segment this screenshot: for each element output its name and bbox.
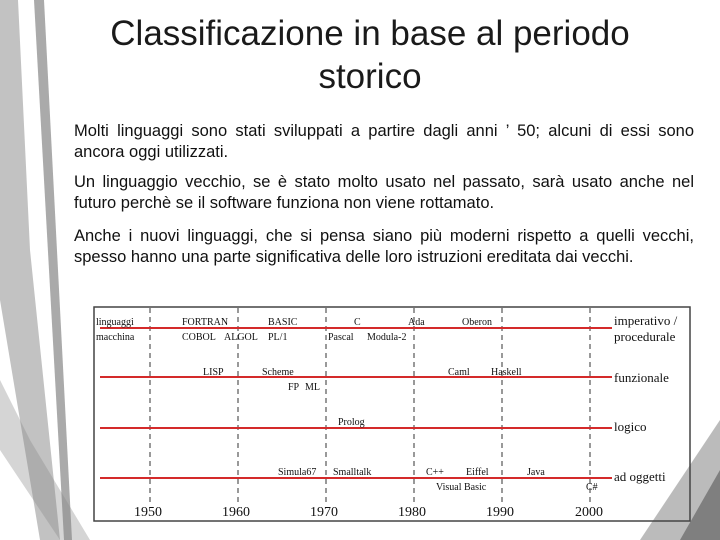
language-label: Smalltalk [333, 467, 372, 478]
category-label-imperativo-2: procedurale [614, 329, 676, 344]
language-label: Modula-2 [367, 332, 407, 343]
category-label: funzionale [614, 370, 669, 385]
language-label-machine-2: macchina [96, 332, 135, 343]
language-label: C [354, 317, 361, 328]
year-label: 2000 [575, 505, 603, 520]
year-label: 1950 [134, 505, 162, 520]
category-label: ad oggetti [614, 469, 666, 484]
language-label: Ada [408, 317, 425, 328]
category-label: logico [614, 419, 647, 434]
category-label-imperativo-1: imperativo / [614, 313, 678, 328]
paragraph: Un linguaggio vecchio, se è stato molto usato nel passato, sarà usato anche nel futuro perchè se il software funziona non viene rottamato. [74, 173, 694, 212]
language-label: BASIC [268, 317, 298, 328]
slide-title: Classificazione in base al periodo storico [110, 14, 630, 96]
language-label: LISP [203, 367, 224, 378]
language-label-machine-1: linguaggi [96, 317, 134, 328]
language-label: Haskell [491, 367, 522, 378]
language-label: Java [527, 467, 545, 478]
language-label: Scheme [262, 367, 294, 378]
language-label: Caml [448, 367, 470, 378]
language-label: FORTRAN [182, 317, 229, 328]
year-label: 1990 [486, 505, 514, 520]
language-label: C# [586, 482, 598, 493]
language-label: Pascal [328, 332, 354, 343]
language-label: PL/1 [268, 332, 288, 343]
paragraph: Molti linguaggi sono stati sviluppati a partire dagli anni ’ 50; alcuni di essi sono ancora oggi utilizzati. [74, 122, 694, 161]
language-label: Prolog [338, 417, 365, 428]
year-label: 1980 [398, 505, 426, 520]
language-label: Visual Basic [436, 482, 487, 493]
year-label: 1970 [310, 505, 338, 520]
language-label: Simula67 [278, 467, 317, 478]
language-label: COBOL [182, 332, 216, 343]
year-label: 1960 [222, 505, 250, 520]
language-label: ALGOL [224, 332, 258, 343]
language-label: FP [288, 382, 300, 393]
language-label: Eiffel [466, 467, 489, 478]
language-label: C++ [426, 467, 444, 478]
paragraph: Anche i nuovi linguaggi, che si pensa siano più moderni rispetto a quelli vecchi, spesso hanno una parte significativa delle loro istruzioni ereditata dai vecchi. [74, 227, 694, 266]
language-label: ML [305, 382, 320, 393]
language-label: Oberon [462, 317, 492, 328]
